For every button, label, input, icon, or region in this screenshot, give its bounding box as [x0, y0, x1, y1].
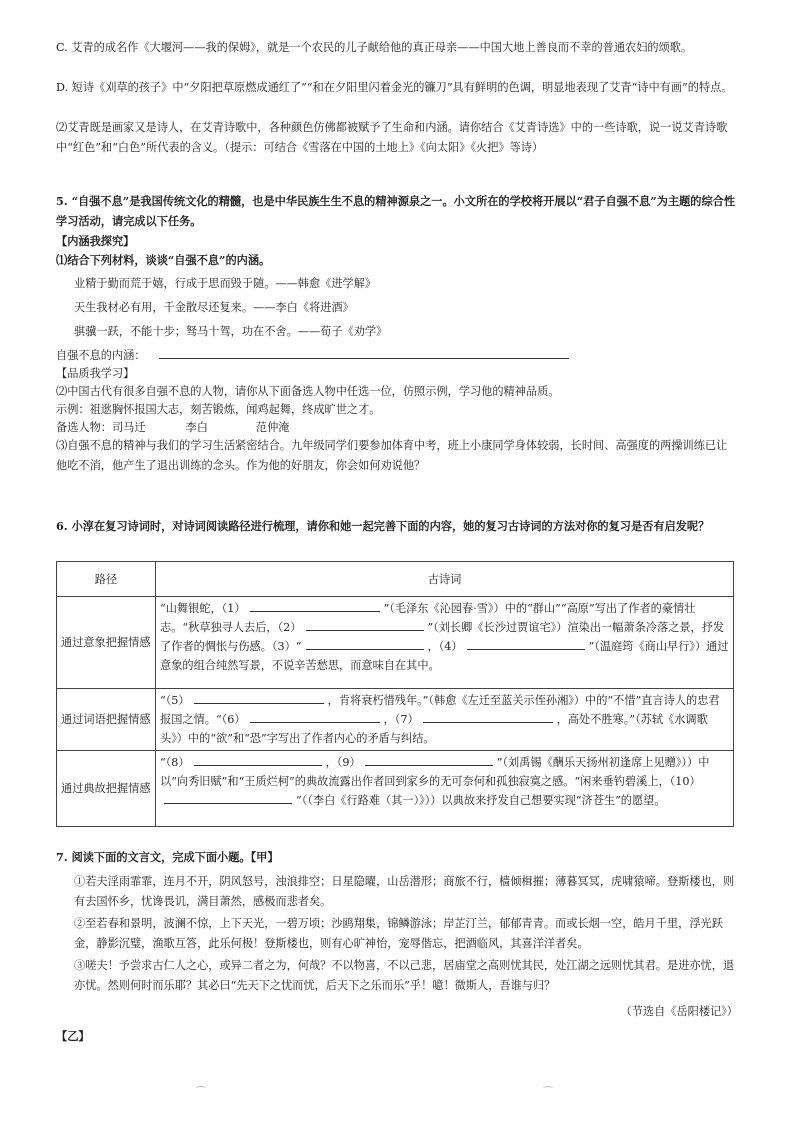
row2-text-3: ，（7）	[383, 713, 419, 726]
q5-sub-question-3: ⑶自强不息的精神与我们的学习生活紧密结合。九年级同学们要参加体育中考，班上小康同学身体较弱，长时间、高强度的两操训练已让他吃不消，他产生了退出训练的念头。作为他的好朋友，你会如何劝说他？	[56, 439, 728, 472]
q4-sub-question-2: ⑵艾青既是画家又是诗人，在艾青诗歌中，各种颜色仿佛都被赋予了生命和内涵。请你结合《艾青诗选》中的一些诗歌，说一说艾青诗歌中“红色”和“白色”所代表的含义。（提示：可结合《雪落在中国的土地上》《向太阳》《火把》等诗）	[56, 121, 728, 154]
row3-text-4: ”（（李白《行路难（其一）》））以典故来抒发自己想要实现“济苍生”的愿望。	[296, 794, 666, 807]
q7-paragraph-3: ③嗟夫！予尝求古仁人之心，或异二者之为，何哉？不以物喜，不以己悲，居庙堂之高则忧其民，处江湖之远则忧其君。是进亦忧，退亦忧。然则何时而乐耶？其必曰“先天下之忧而忧，后天下之乐而乐”乎！噫！微斯人，吾谁与归？	[74, 959, 735, 992]
row2-text-2: ，肯将衰朽惜残年。”（韩愈《左迁至蓝关示侄孙湘》）中的“不惜”直言诗人的忠君报国之情。“（6）	[160, 694, 720, 726]
blank-10[interactable]	[164, 791, 292, 804]
q5-title: 5. “自强不息”是我国传统文化的精髓，也是中华民族生生不息的精神源泉之一。小文所在的学校将开展以“君子自强不息”为主题的综合性学习活动，请完成以下任务。	[56, 194, 736, 228]
q5-quote-1: 业精于勤而荒于嬉，行成于思而毁于随。——韩愈《进学解》	[74, 277, 377, 290]
row1-text-1: “山舞银蛇，（1）	[160, 602, 246, 615]
row1-text-3: ”（刘长卿《长沙过贾谊宅》）渲染出一幅萧条冷落之景，抒发了作者的惆怅与伤感。（3）“	[160, 621, 725, 653]
row1-text-4: ，（4）	[427, 640, 463, 653]
q5-answer-blank[interactable]	[159, 346, 569, 359]
q5-quote-3: 骐骥一跃，不能十步；驽马十驾，功在不舍。——荀子《劝学》	[74, 325, 388, 338]
row1-text-5: ”（温庭筠《商山早行》）通过意象的组合纯然写景，不说辛苦愁思，而意味自在其中。	[160, 640, 729, 672]
q5-section-heading-1: 【内涵我探究】	[56, 234, 135, 248]
header-poetry: 古诗词	[156, 562, 734, 597]
poetry-table	[56, 561, 734, 827]
q5-sub-question-2: ⑵中国古代有很多自强不息的人物，请你从下面备选人物中任选一位，仿照示例，学习他的精神品质。	[56, 385, 560, 398]
row-content-words	[156, 689, 734, 751]
blank-3[interactable]	[306, 637, 424, 650]
row1-text-2: ”（毛泽东《沁园春·雪》）中的“群山”“高原”写出了作者的豪情壮志。“秋草独寻人去后，（2）	[160, 602, 696, 634]
row-content-imagery	[156, 597, 734, 689]
blank-1[interactable]	[250, 599, 380, 612]
header-path: 路径	[57, 562, 156, 597]
row3-text-3: ”（刘禹锡《酬乐天扬州初逢席上见赠》））中以“向秀旧赋”和“王质烂柯”的典故流露出作者回到家乡的无可奈何和孤独寂寞之感。“闲来垂钓碧溪上，（10）	[160, 756, 710, 788]
page-mark-left	[196, 1086, 206, 1091]
q5-candidate-2: 李白	[185, 421, 208, 434]
q5-example: 示例：祖逖胸怀报国大志，刻苦锻炼，闻鸡起舞，终成旷世之才。	[56, 403, 381, 416]
row-content-allusions	[156, 751, 734, 827]
blank-5[interactable]	[194, 691, 324, 704]
page-mark-right	[543, 1086, 553, 1091]
q5-candidates	[56, 418, 738, 438]
q4-option-d: D. 短诗《刈草的孩子》中“夕阳把草原燃成通红了”“和在夕阳里闪着金光的镰刀”具有鲜明的色调，明显地表现了艾青“诗中有画”的特点。	[56, 81, 733, 94]
q4-option-c: C. 艾青的成名作《大堰河——我的保姆》，就是一个农民的儿子献给他的真正母亲——中国大地上善良而不幸的普通农妇的颂歌。	[56, 41, 693, 54]
q5-candidates-label: 备选人物：	[56, 421, 112, 434]
q5-sub-question-1: ⑴结合下列材料，谈谈“自强不息”的内涵。	[56, 253, 271, 267]
table-header-row	[57, 562, 734, 597]
q7-part-b-heading: 【乙】	[56, 1029, 90, 1043]
q5-answer-line	[56, 346, 738, 366]
row2-text-4: ，高处不胜寒。”（苏轼《水调歌头》）中的“欲”和“恐”字写出了作者内心的矛盾与纠结。	[160, 713, 708, 745]
q5-answer-label: 自强不息的内涵：	[56, 349, 146, 362]
q5-quote-2: 天生我材必有用，千金散尽还复来。——李白《将进酒》	[74, 301, 354, 314]
q7-title: 7. 阅读下面的文言文，完成下面小题。【甲】	[56, 850, 279, 864]
q5-section-heading-2: 【品质我学习】	[56, 367, 135, 380]
blank-2[interactable]	[306, 618, 424, 631]
q6-title: 6. 小淳在复习诗词时，对诗词阅读路径进行梳理，请你和她一起完善下面的内容，她的复习古诗词的方法对你的复习是否有启发呢？	[56, 519, 710, 533]
row-path-allusions: 通过典故把握情感	[57, 751, 156, 827]
q5-candidate-1: 司马迁	[111, 421, 146, 434]
blank-6[interactable]	[250, 710, 380, 723]
row3-text-1: “（8）	[160, 756, 190, 769]
blank-4[interactable]	[467, 637, 585, 650]
row2-text-1: “（5）	[160, 694, 190, 707]
row-path-words: 通过词语把握情感	[57, 689, 156, 751]
blank-8[interactable]	[194, 753, 322, 766]
table-row	[57, 751, 734, 827]
q7-paragraph-2: ②至若春和景明，波澜不惊，上下天光，一碧万顷；沙鸥翔集，锦鳞游泳；岸芷汀兰，郁郁青青。而或长烟一空，皓月千里，浮光跃金，静影沉璧，渔歌互答，此乐何极！登斯楼也，则有心旷神怡，宠辱偕忘，把酒临风，其喜洋洋者矣。	[74, 917, 723, 950]
row3-text-2: ，（9）	[325, 756, 361, 769]
blank-7[interactable]	[423, 710, 553, 723]
row-path-imagery: 通过意象把握情感	[57, 597, 156, 689]
table-row	[57, 597, 734, 689]
q7-paragraph-1: ①若夫淫雨霏霏，连月不开，阴风怒号，浊浪排空；日星隐曜，山岳潜形；商旅不行，樯倾楫摧；薄暮冥冥，虎啸猿啼。登斯楼也，则有去国怀乡，忧谗畏讥，满目萧然，感极而悲者矣。	[74, 875, 735, 908]
table-row	[57, 689, 734, 751]
q7-source: （节选自《岳阳楼记》）	[620, 1005, 738, 1018]
blank-9[interactable]	[365, 753, 493, 766]
q5-candidate-3: 范仲淹	[255, 421, 290, 434]
